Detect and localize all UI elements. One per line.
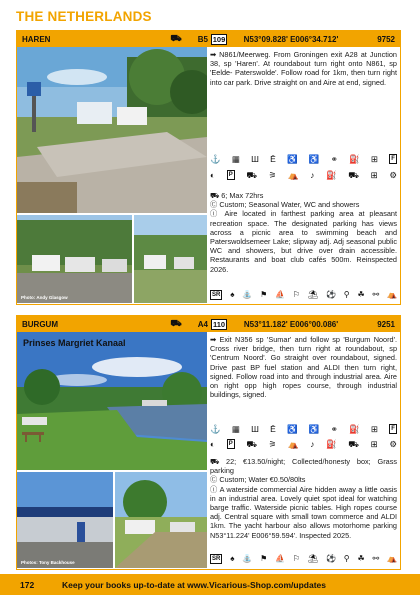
beach-icon: ⛱: [307, 554, 319, 563]
details-text: [210, 191, 397, 274]
grid-icon: ▦: [231, 424, 240, 434]
f-icon: F: [391, 156, 395, 162]
wheelchair-icon: ♿: [287, 154, 298, 164]
photo-industrial: [17, 472, 113, 568]
caravan-icon: ⛟: [348, 170, 359, 180]
facility-icons-row1: [210, 424, 397, 434]
photo-credit: Photos: Tony Backhouse: [21, 560, 75, 565]
grid-ref: A4: [197, 319, 208, 329]
grid-ref: B5: [197, 34, 208, 44]
drain-icon: Ш: [251, 424, 259, 434]
sr-icon: SR: [212, 292, 221, 298]
flag-icon: ⚑: [260, 290, 268, 299]
ball-icon: ⚽: [325, 290, 336, 299]
moon-icon: ◐: [210, 439, 216, 449]
gear-icon: ⚙: [389, 170, 397, 180]
ball-icon: ⚽: [325, 554, 336, 563]
page-number: 172: [20, 579, 35, 590]
bus-alt-icon: ⊞: [370, 439, 378, 449]
directions-text: ➡ Exit N356 sp 'Sumar' and follow sp 'Burgum Noord'. Cross river bridge, then turn right at roundabout, sp 'Centrum Noord'. Go straight over roundabout, signed. Drive past BP fuel station and ALDI then turn right, signed. Follow road into and through industrial area. Aire on right opp high ropes course, through industrial buildings, signed.: [210, 335, 397, 400]
tree-icon: ♠: [230, 290, 235, 299]
entry-code: 9251: [377, 319, 395, 329]
spaces-line: ⛟ 22; €13.50/night; Collected/honesty box; Grass parking: [210, 457, 397, 476]
anchor-icon: ⚓: [210, 424, 221, 434]
clover-icon: ☘: [357, 554, 365, 563]
tent-icon: ⛺: [287, 439, 299, 449]
info-line: ⓘ Aire located in farthest parking area at pleasant recreation space. The designated parking has views across a picnic area to swimming beach and Paterswoldsemeer Lake; slipway adj. Adj seasonal public WC and showers, but drive over drain accessible. Restaurants and boat club cafés 500m. Reinspected 2026.: [210, 209, 397, 274]
page-title: THE NETHERLANDS: [16, 9, 152, 24]
facility-icons-row1: [210, 154, 397, 164]
footer-slogan: Keep your books up-to-date at www.Vicarious-Shop.com/updates: [62, 579, 327, 590]
electric-icon: Ē: [270, 154, 276, 164]
map-page: 110: [212, 319, 226, 329]
fishing-icon: ⚲: [343, 554, 350, 563]
photo-car-park: [17, 47, 207, 213]
aire-entry-burgum: [16, 315, 401, 570]
facility-icons-row2: [210, 170, 397, 180]
moon-icon: ◐: [210, 170, 216, 180]
fuel-icon: ⛽: [349, 424, 360, 434]
tree-icon: ♠: [230, 554, 235, 563]
photo-canal: [17, 332, 207, 470]
anchor-icon: ⚓: [210, 154, 221, 164]
sr-icon: SR: [212, 556, 221, 562]
motorhome-icon: ⛟: [170, 33, 182, 43]
photo-lakeside: [134, 215, 207, 303]
details-text: [210, 457, 397, 540]
page-footer: [0, 574, 420, 595]
amenity-icons: [210, 554, 397, 564]
aire-entry-haren: [16, 30, 401, 305]
fuel-pump-icon: ⛽: [326, 170, 337, 180]
music-icon: ♪: [310, 170, 315, 180]
fuel-icon: ⛽: [349, 154, 360, 164]
wc-icon: ⚭: [330, 424, 338, 434]
tent-icon: ⛺: [287, 170, 299, 180]
flag-icon: ⚑: [260, 554, 268, 563]
motorhome-icon: ⛟: [246, 439, 258, 449]
shower-icon: ⚞: [268, 439, 277, 449]
entry-name: BURGUM: [22, 319, 58, 329]
parking-icon: P: [228, 441, 233, 447]
bus-alt-icon: ⊞: [370, 170, 378, 180]
wc-icon: ⚭: [330, 154, 338, 164]
facility-icons-row2: [210, 439, 397, 449]
bicycle-icon: ⚯: [372, 554, 380, 563]
bicycle-icon: ⚯: [372, 290, 380, 299]
spaces-line: ⛟ 6; Max 72hrs: [210, 191, 264, 200]
photo-parked-vans: [17, 215, 132, 303]
beach-icon: ⛱: [307, 290, 319, 299]
photo-grass-park: [115, 472, 207, 568]
shower-icon: ⚞: [268, 170, 277, 180]
photo-caption: Prinses Margriet Kanaal: [23, 338, 126, 348]
parking-icon: P: [228, 172, 233, 178]
wheelchair-alt-icon: ♿: [308, 154, 320, 164]
fountain-icon: ⛲: [242, 554, 253, 563]
drain-icon: Ш: [251, 154, 259, 164]
entry-header: [17, 316, 400, 332]
camping-icon: ⛺: [387, 290, 397, 299]
entry-header: [17, 31, 400, 47]
camping-icon: ⛺: [387, 554, 397, 563]
motorhome-icon: ⛟: [246, 170, 258, 180]
electric-icon: Ē: [270, 424, 276, 434]
wheelchair-icon: ♿: [287, 424, 298, 434]
music-icon: ♪: [310, 439, 315, 449]
f-icon: F: [391, 426, 395, 432]
flag-alt-icon: ⚐: [292, 554, 301, 563]
flag-alt-icon: ⚐: [292, 290, 301, 299]
grid-icon: ▦: [231, 154, 240, 164]
services-line: Ⓒ Custom; Seasonal Water, WC and showers: [210, 200, 360, 210]
map-page: 109: [212, 34, 226, 44]
caravan-icon: ⛟: [348, 439, 359, 449]
fishing-icon: ⚲: [343, 290, 350, 299]
info-line: ⓘ A waterside commercial Aire hidden away a little oasis in an industrial area. Lovely quiet spot ideal for watching barge traffic. Waterside picnic tables. High ropes course adj. Central square with small town commerce and ALDI 1km. The yacht harbour also allows motorhome parking N53°11.224' E006°59.594'. Inspected 2025.: [210, 484, 397, 540]
boat-icon: ⛵: [275, 290, 286, 299]
motorhome-icon: ⛟: [170, 318, 182, 328]
photo-credit: Photo: Andy Glasgow: [21, 295, 68, 300]
entry-photos: [17, 47, 207, 303]
bus-icon: ⊞: [370, 424, 378, 434]
amenity-icons: [210, 290, 397, 300]
directions-text: ➡ N861/Meerweg. From Groningen exit A28 at Junction 38, sp 'Haren'. At roundabout turn right onto N861, sp 'Eelde- Paterswolde'. Follow road for 1km, then turn right into car park. Drive straight on and Aire at end, signed.: [210, 50, 397, 87]
gps-coordinates: N53°09.828' E006°34.712': [243, 34, 339, 44]
boat-icon: ⛵: [275, 554, 286, 563]
entry-photos: [17, 332, 207, 568]
gps-coordinates: N53°11.182' E006°00.086': [243, 319, 339, 329]
clover-icon: ☘: [357, 290, 365, 299]
entry-code: 9752: [377, 34, 395, 44]
gear-icon: ⚙: [389, 439, 397, 449]
services-line: Ⓒ Custom; Water €0.50/80lts: [210, 475, 306, 485]
fountain-icon: ⛲: [242, 290, 253, 299]
bus-icon: ⊞: [370, 154, 378, 164]
wheelchair-alt-icon: ♿: [308, 424, 320, 434]
entry-name: HAREN: [22, 34, 51, 44]
fuel-pump-icon: ⛽: [326, 439, 337, 449]
